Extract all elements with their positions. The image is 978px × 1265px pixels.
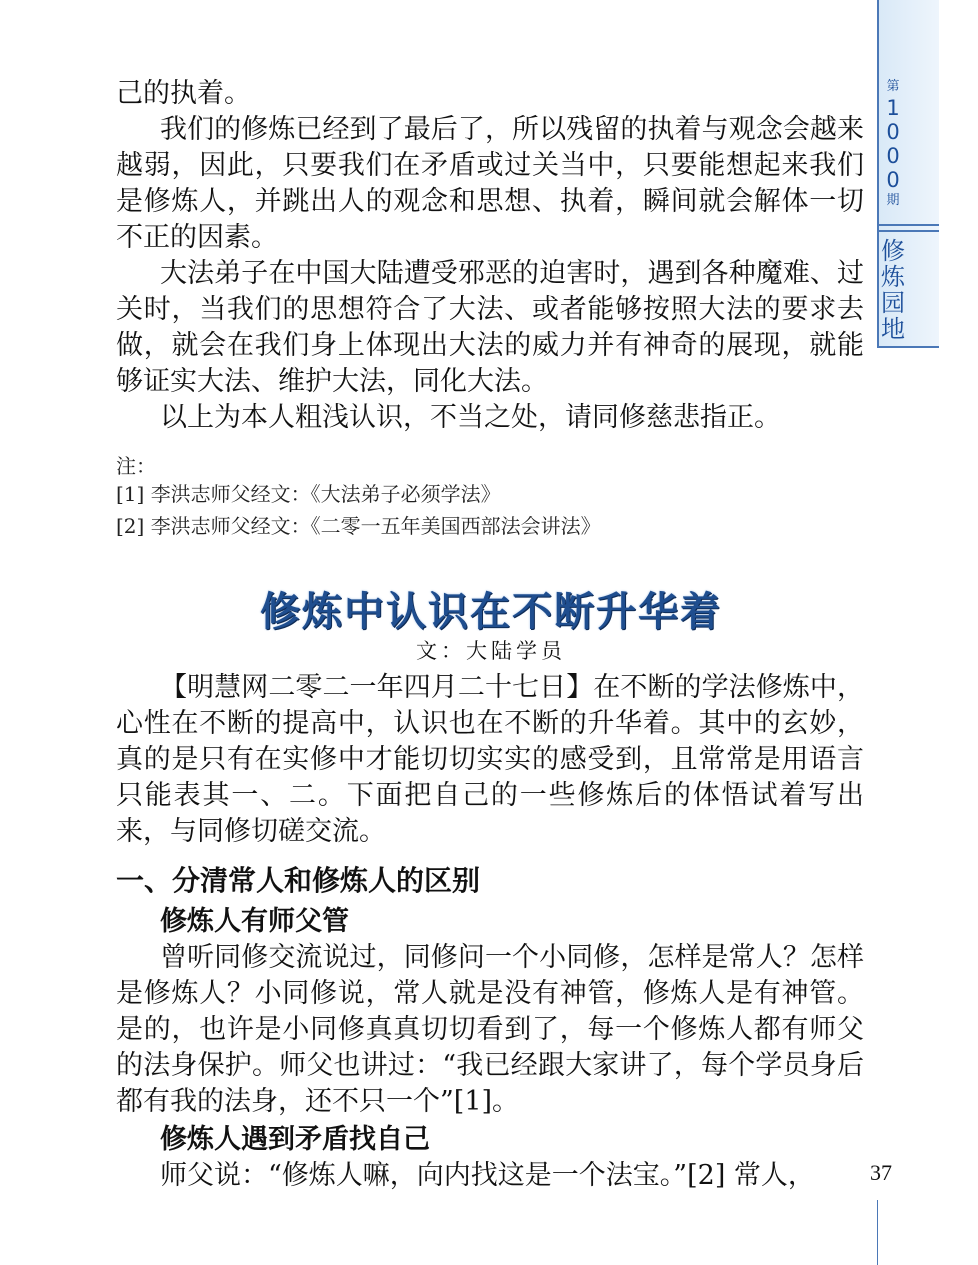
- section-heading: 一、分清常人和修炼人的区别: [116, 864, 481, 897]
- article-byline: 文：大陆学员: [416, 639, 566, 663]
- issue-suffix: 期: [886, 193, 900, 208]
- body-paragraph: 曾听同修交流说过，同修问一个小同修，怎样是常人？怎样是修炼人？小同修说，常人就是没有神管，修炼人是有神管。是的，也许是小同修真真切切看到了，每一个修炼人都有师父的法身保护。师父也讲过：“我已经跟大家讲了，每个学员身后都有我的法身，还不只一个”[1]。: [116, 942, 864, 1117]
- note-item: [1] 李洪志师父经文：《大法弟子必须学法》: [116, 482, 501, 506]
- article-intro: 【明慧网二零二一年四月二十七日】在不断的学法修炼中，心性在不断的提高中，认识也在不断的升华着。其中的玄妙，真的是只有在实修中才能切切实实的感受到，且常常是用语言只能表其一、二。下面把自己的一些修炼后的体悟试着写出来，与同修切磋交流。: [116, 672, 864, 847]
- note-item: [2] 李洪志师父经文：《二零一五年美国西部法会讲法》: [116, 514, 601, 538]
- body-paragraph: 师父说：“修炼人嘛，向内找这是一个法宝。”[2] 常人，: [160, 1160, 815, 1191]
- tab-divider: [879, 224, 939, 226]
- tab-bottom-rule: [879, 346, 939, 348]
- article-title: 修炼中认识在不断升华着: [260, 588, 722, 635]
- continued-paragraph: 以上为本人粗浅认识，不当之处，请同修慈悲指正。: [160, 402, 781, 433]
- page-number: 37: [870, 1160, 892, 1185]
- section-name: 修炼园地: [881, 237, 905, 343]
- issue-digit: 0: [886, 168, 900, 192]
- continued-paragraph: 大法弟子在中国大陆遭受邪恶的迫害时，遇到各种魔难、过关时，当我们的思想符合了大法、或者能够按照大法的要求去做，就会在我们身上体现出大法的威力并有神奇的展现，就能够证实大法、维护大法，同化大法。: [116, 258, 864, 397]
- continued-paragraph: 己的执着。: [116, 78, 251, 109]
- issue-digit: 0: [886, 144, 900, 168]
- bottom-rule: [877, 1200, 878, 1265]
- tab-divider-double: [879, 230, 939, 232]
- side-tab: [877, 0, 939, 348]
- issue-digit: 0: [886, 120, 900, 144]
- issue-digit: 1: [886, 96, 900, 120]
- subsection-heading: 修炼人遇到矛盾找自己: [160, 1124, 430, 1155]
- continued-paragraph: 我们的修炼已经到了最后了，所以残留的执着与观念会越来越弱，因此，只要我们在矛盾或过关当中，只要能想起来我们是修炼人，并跳出人的观念和思想、执着，瞬间就会解体一切不正的因素。: [116, 114, 864, 253]
- notes-label: 注：: [116, 454, 156, 478]
- issue-prefix: 第: [886, 79, 900, 94]
- issue-number: [879, 78, 907, 210]
- subsection-heading: 修炼人有师父管: [160, 906, 349, 937]
